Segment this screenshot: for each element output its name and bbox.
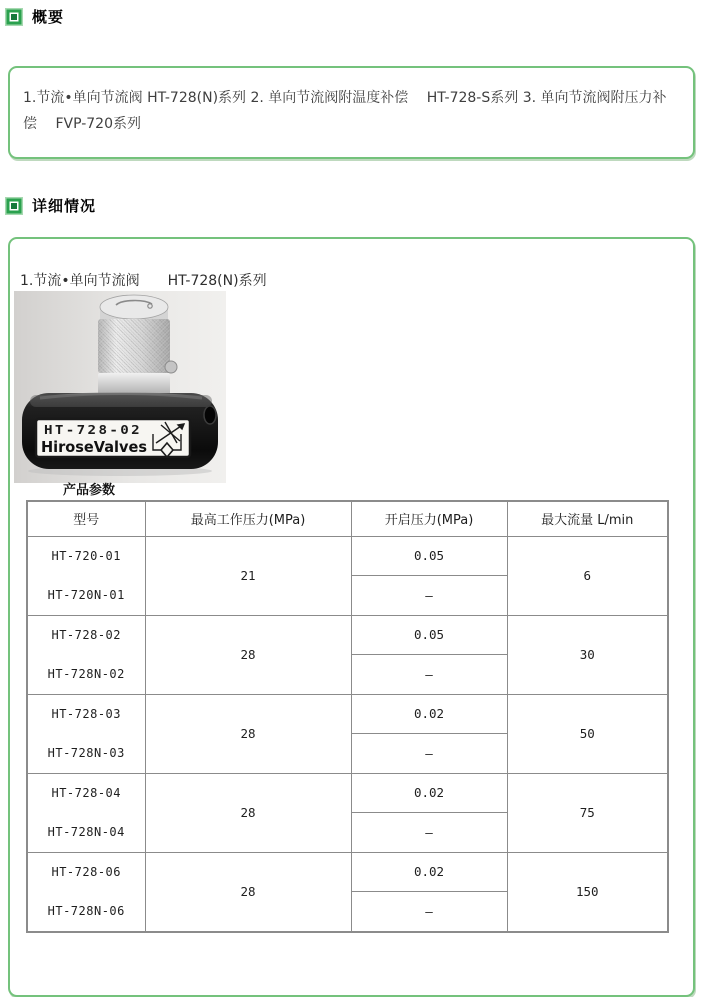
opening-pressure-cell: — xyxy=(351,655,507,695)
model-cell xyxy=(27,694,145,773)
set-screw xyxy=(165,361,177,373)
opening-pressure-cell: 0.02 xyxy=(351,773,507,813)
spec-row-top xyxy=(27,536,668,576)
max-pressure-cell: 28 xyxy=(145,694,351,773)
model-cell xyxy=(27,773,145,852)
max-flow-cell: 50 xyxy=(507,694,668,773)
section-bullet-icon xyxy=(5,197,23,215)
overview-heading-label: 概要 xyxy=(32,8,65,26)
opening-pressure-cell: 0.05 xyxy=(351,615,507,655)
model-cell xyxy=(27,852,145,932)
model-name: HT-728N-02 xyxy=(47,667,125,681)
model-name: HT-728-06 xyxy=(51,865,122,879)
opening-pressure-cell: — xyxy=(351,576,507,616)
model-name: HT-728N-03 xyxy=(47,746,125,760)
table-header-row xyxy=(27,501,668,536)
overview-text: 1.节流•单向节流阀 HT-728(N)系列 2. 单向节流阀附温度补偿 HT-728-S系列 3. 单向节流阀附压力补偿 FVP-720系列 xyxy=(23,90,667,132)
overview-panel xyxy=(8,66,695,159)
col-header-model: 型号 xyxy=(27,501,145,536)
table-title: 产品参数 xyxy=(63,483,116,498)
nameplate-model: HT-728-02 xyxy=(44,423,142,437)
max-flow-cell: 6 xyxy=(507,536,668,615)
spec-row-top xyxy=(27,694,668,734)
valve-knob xyxy=(98,295,177,397)
max-flow-cell: 75 xyxy=(507,773,668,852)
opening-pressure-cell: 0.05 xyxy=(351,536,507,576)
valve-nameplate xyxy=(36,419,190,457)
section-bullet-icon xyxy=(5,8,23,26)
col-header-max-pressure: 最高工作压力(MPa) xyxy=(145,501,351,536)
bullet-core xyxy=(11,14,17,20)
model-name: HT-728-04 xyxy=(51,786,122,800)
max-flow-cell: 150 xyxy=(507,852,668,932)
details-panel xyxy=(8,237,695,997)
max-pressure-cell: 28 xyxy=(145,773,351,852)
opening-pressure-cell: — xyxy=(351,892,507,932)
bullet-core xyxy=(11,203,17,209)
details-heading-label: 详细情况 xyxy=(32,197,97,215)
product-spec-table xyxy=(26,500,669,933)
spec-row-top xyxy=(27,773,668,813)
max-pressure-cell: 28 xyxy=(145,852,351,932)
model-name: HT-728-03 xyxy=(51,707,122,721)
opening-pressure-cell: — xyxy=(351,734,507,774)
col-header-opening-pressure: 开启压力(MPa) xyxy=(351,501,507,536)
valve-port xyxy=(204,406,216,424)
max-flow-cell: 30 xyxy=(507,615,668,694)
model-name: HT-728N-06 xyxy=(47,904,125,918)
model-name: HT-720-01 xyxy=(51,549,122,563)
model-cell xyxy=(27,536,145,615)
max-pressure-cell: 21 xyxy=(145,536,351,615)
model-cell xyxy=(27,615,145,694)
opening-pressure-cell: 0.02 xyxy=(351,852,507,892)
series-title: 1.节流•单向节流阀 HT-728(N)系列 xyxy=(20,273,267,289)
opening-pressure-cell: — xyxy=(351,813,507,853)
spec-row-top xyxy=(27,852,668,892)
max-pressure-cell: 28 xyxy=(145,615,351,694)
model-name: HT-728-02 xyxy=(51,628,122,642)
nameplate-brand: HiroseValves xyxy=(41,438,148,456)
opening-pressure-cell: 0.02 xyxy=(351,694,507,734)
model-name: HT-728N-04 xyxy=(47,825,125,839)
knurled-grip xyxy=(98,319,170,373)
product-photo xyxy=(14,291,226,483)
model-name: HT-720N-01 xyxy=(47,588,125,602)
details-heading xyxy=(5,195,96,216)
col-header-max-flow: 最大流量 L/min xyxy=(507,501,668,536)
overview-heading xyxy=(5,6,64,27)
spec-row-top xyxy=(27,615,668,655)
